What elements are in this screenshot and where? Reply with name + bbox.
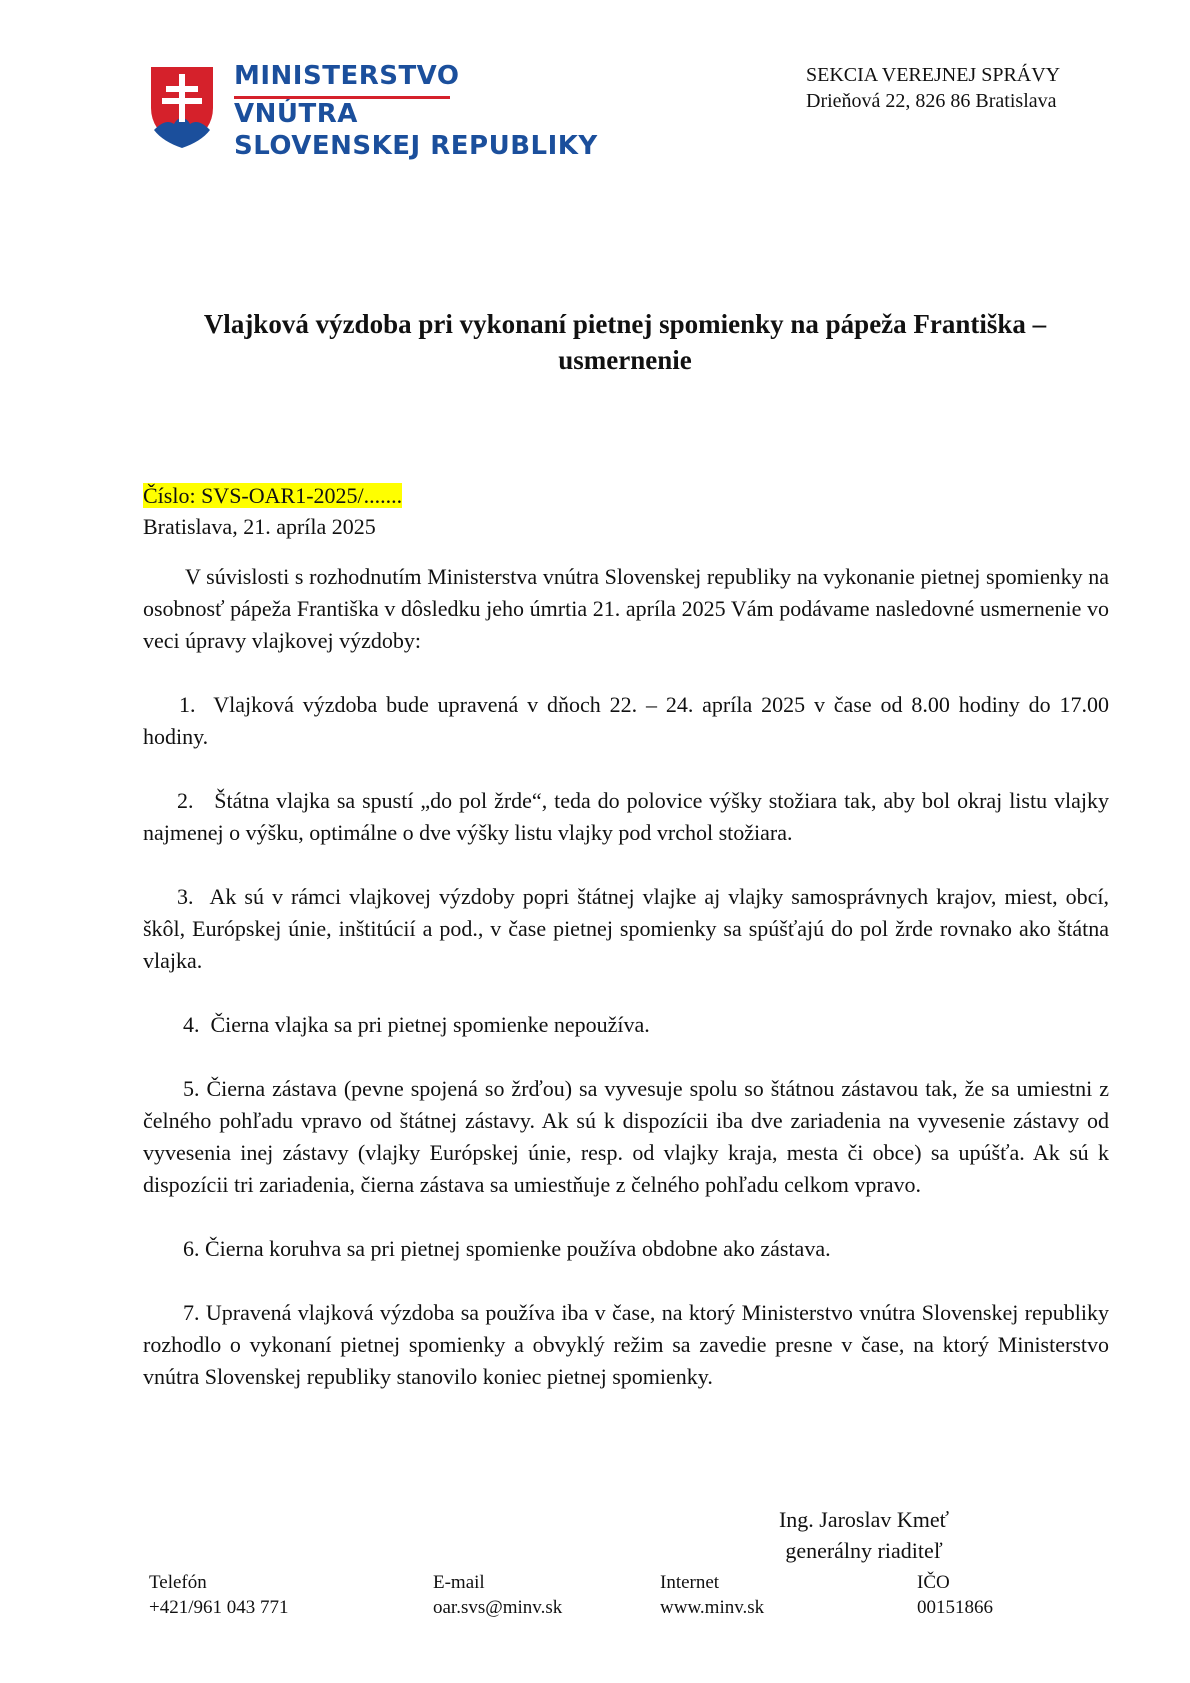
footer-value: +421/961 043 771 (149, 1597, 289, 1618)
list-item (143, 881, 1109, 977)
footer-label: E-mail (433, 1572, 485, 1593)
logo-divider (234, 96, 450, 99)
list-item-text: Čierna koruhva sa pri pietnej spomienke používa obdobne ako zástava. (205, 1236, 831, 1261)
sender-address (806, 62, 1060, 114)
footer-value: 00151866 (917, 1597, 993, 1618)
list-item-number: 7. (183, 1300, 200, 1325)
reference-block (143, 480, 402, 542)
ministry-name-line-3: SLOVENSKEJ REPUBLIKY (234, 131, 598, 161)
list-item-text: Upravená vlajková výzdoba sa používa iba v čase, na ktorý Ministerstvo vnútra Slovenskej republiky rozhodlo o vykonaní pietnej spomienky a obvyklý režim sa zavedie presne v čase, na ktorý Ministerstvo vnútra Slovenskej republiky stanovilo koniec pietnej spomienky. (143, 1300, 1109, 1389)
list-item-number: 3. (177, 884, 194, 909)
list-item (143, 1297, 1109, 1393)
list-item-text: Štátna vlajka sa spustí „do pol žrde“, teda do polovice výšky stožiara tak, aby bol okraj listu vlajky najmenej o výšku, optimálne o dve výšky listu vlajky pod vrchol stožiara. (143, 788, 1110, 845)
intro-paragraph: V súvislosti s rozhodnutím Ministerstva vnútra Slovenskej republiky na vykonanie pietnej spomienky na osobnosť pápeža Františka v dôsledku jeho úmrtia 21. apríla 2025 Vám podávame nasledovné usmernenie vo veci úpravy vlajkovej výzdoby: (143, 564, 1109, 653)
list-item (143, 1073, 1109, 1201)
list-item (143, 785, 1109, 849)
footer-value: oar.svs@minv.sk (433, 1597, 563, 1618)
footer-label: Internet (660, 1572, 720, 1593)
list-item-number: 1. (179, 692, 196, 717)
sender-section: SEKCIA VEREJNEJ SPRÁVY (806, 64, 1061, 86)
document-body (143, 561, 1109, 1425)
list-item (143, 689, 1109, 753)
list-item-number: 6. (183, 1236, 200, 1261)
document-title-line-2: usmernenie (558, 345, 692, 375)
list-item-number: 2. (177, 788, 194, 813)
list-item-text: Ak sú v rámci vlajkovej výzdoby popri štátnej vlajke aj vlajky samosprávnych krajov, miest, obcí, škôl, Európskej únie, inštitúcií a pod., v čase pietnej spomienky sa spúšťajú do pol žrde rovnako ako štátna vlajka. (143, 884, 1109, 973)
list-item (143, 1009, 1109, 1041)
list-item (143, 1233, 1109, 1265)
signatory-role: generálny riaditeľ (785, 1538, 943, 1563)
signature-block (764, 1504, 964, 1566)
list-item-text: Čierna vlajka sa pri pietnej spomienke nepoužíva. (210, 1012, 650, 1037)
footer-email (433, 1570, 562, 1620)
footer-value: www.minv.sk (660, 1597, 765, 1618)
document-title-line-1: Vlajková výzdoba pri vykonaní pietnej spomienky na pápeža Františka – (203, 309, 1047, 339)
list-item-text: Vlajková výzdoba bude upravená v dňoch 22. – 24. apríla 2025 v čase od 8.00 hodiny do 17.00 hodiny. (143, 692, 1109, 749)
footer-label: Telefón (149, 1572, 207, 1593)
reference-number: Číslo: SVS-OAR1-2025/....... (143, 483, 403, 508)
ministry-name-line-1: MINISTERSTVO (234, 61, 460, 91)
footer-ico (917, 1570, 993, 1620)
place-date: Bratislava, 21. apríla 2025 (143, 514, 376, 539)
footer-phone (149, 1570, 289, 1620)
footer-label: IČO (917, 1572, 950, 1593)
ministry-name (234, 60, 598, 162)
ministry-name-line-2: VNÚTRA (234, 99, 358, 129)
footer-internet (660, 1570, 764, 1620)
list-item-number: 5. (183, 1076, 200, 1101)
sender-street: Drieňová 22, 826 86 Bratislava (806, 90, 1057, 112)
slovak-coat-of-arms-icon (148, 64, 216, 150)
document-title (140, 306, 1110, 378)
list-item-text: Čierna zástava (pevne spojená so žrďou) sa vyvesuje spolu so štátnou zástavou tak, že sa umiestni z čelného pohľadu vpravo od štátnej zástavy. Ak sú k dispozícii iba dve zariadenia na vyvesenie zástavy od vyvesenia inej zástavy (vlajky Európskej únie, resp. od vlajky kraja, mesta či obce) sa upúšťa. Ak sú k dispozícii tri zariadenia, čierna zástava sa umiestňuje z čelného pohľadu celkom vpravo. (143, 1076, 1109, 1197)
list-item-number: 4. (183, 1012, 200, 1037)
signatory-name: Ing. Jaroslav Kmeť (778, 1507, 950, 1532)
